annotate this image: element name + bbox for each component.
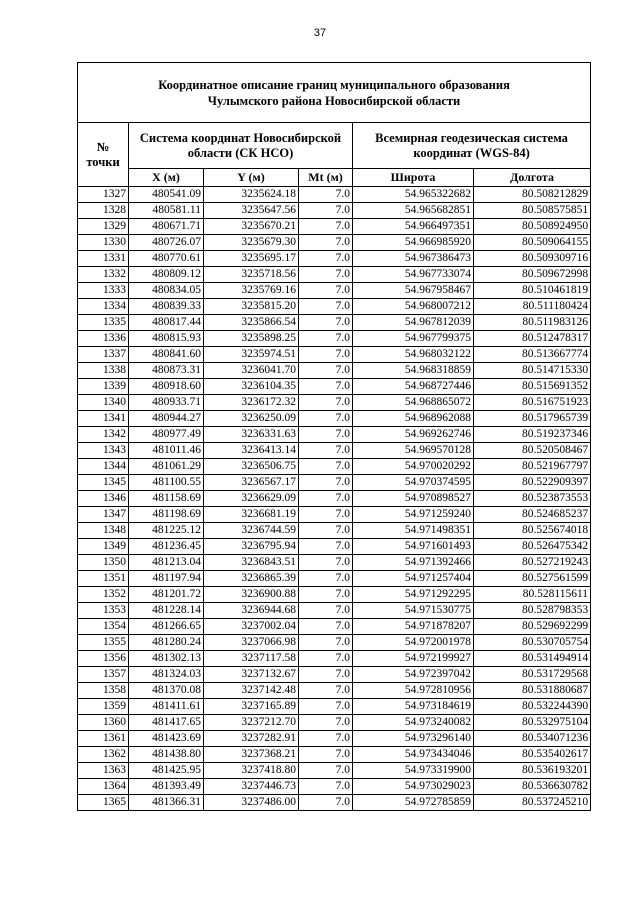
table-row [78,235,591,251]
mt-cell: 7.0 [299,219,353,235]
latitude-cell: 54.973240082 [353,715,474,731]
table-row [78,683,591,699]
mt-cell: 7.0 [299,683,353,699]
point-number-cell: 1353 [78,603,129,619]
latitude-cell: 54.966497351 [353,219,474,235]
longitude-cell: 80.531494914 [474,651,591,667]
mt-cell: 7.0 [299,379,353,395]
latitude-cell: 54.967958467 [353,283,474,299]
point-number-cell: 1329 [78,219,129,235]
table-row [78,315,591,331]
mt-cell: 7.0 [299,267,353,283]
longitude-cell: 80.515691352 [474,379,591,395]
point-number-cell: 1351 [78,571,129,587]
y-cell: 3235718.56 [204,267,299,283]
y-cell: 3236681.19 [204,507,299,523]
mt-cell: 7.0 [299,331,353,347]
mt-cell: 7.0 [299,187,353,203]
x-cell: 481225.12 [129,523,204,539]
table-row [78,283,591,299]
latitude-cell: 54.965322682 [353,187,474,203]
longitude-cell: 80.525674018 [474,523,591,539]
point-number-cell: 1341 [78,411,129,427]
table-row [78,219,591,235]
longitude-cell: 80.537245210 [474,795,591,811]
point-number-cell: 1346 [78,491,129,507]
latitude-cell: 54.969570128 [353,443,474,459]
longitude-cell: 80.520508467 [474,443,591,459]
table-row [78,731,591,747]
y-cell: 3236944.68 [204,603,299,619]
table-row [78,763,591,779]
y-cell: 3236629.09 [204,491,299,507]
longitude-cell: 80.528798353 [474,603,591,619]
y-cell: 3235679.30 [204,235,299,251]
mt-cell: 7.0 [299,635,353,651]
table-row [78,571,591,587]
y-cell: 3237446.73 [204,779,299,795]
y-cell: 3235647.56 [204,203,299,219]
table-row [78,619,591,635]
latitude-cell: 54.970020292 [353,459,474,475]
y-cell: 3236331.63 [204,427,299,443]
point-number-cell: 1359 [78,699,129,715]
longitude-cell: 80.522909397 [474,475,591,491]
point-number-cell: 1361 [78,731,129,747]
longitude-cell: 80.532244390 [474,699,591,715]
y-cell: 3237132.67 [204,667,299,683]
y-cell: 3236843.51 [204,555,299,571]
latitude-cell: 54.968962088 [353,411,474,427]
x-cell: 480581.11 [129,203,204,219]
mt-cell: 7.0 [299,571,353,587]
longitude-cell: 80.536630782 [474,779,591,795]
x-cell: 480839.33 [129,299,204,315]
latitude-cell: 54.972810956 [353,683,474,699]
x-cell: 481228.14 [129,603,204,619]
table-row [78,251,591,267]
table-row [78,747,591,763]
longitude-cell: 80.523873553 [474,491,591,507]
header-longitude: Долгота [474,169,591,187]
point-number-cell: 1348 [78,523,129,539]
y-cell: 3236104.35 [204,379,299,395]
point-number-cell: 1357 [78,667,129,683]
x-cell: 481438.80 [129,747,204,763]
longitude-cell: 80.535402617 [474,747,591,763]
x-cell: 481201.72 [129,587,204,603]
y-cell: 3236250.09 [204,411,299,427]
x-cell: 480817.44 [129,315,204,331]
page-number: 37 [313,27,327,39]
point-number-cell: 1358 [78,683,129,699]
point-number-cell: 1332 [78,267,129,283]
latitude-cell: 54.970898527 [353,491,474,507]
point-number-cell: 1352 [78,587,129,603]
longitude-cell: 80.509309716 [474,251,591,267]
point-number-cell: 1349 [78,539,129,555]
y-cell: 3235866.54 [204,315,299,331]
table-row [78,347,591,363]
header-latitude: Широта [353,169,474,187]
longitude-cell: 80.514715330 [474,363,591,379]
longitude-cell: 80.530705754 [474,635,591,651]
x-cell: 481236.45 [129,539,204,555]
mt-cell: 7.0 [299,715,353,731]
y-cell: 3236567.17 [204,475,299,491]
longitude-cell: 80.509064155 [474,235,591,251]
mt-cell: 7.0 [299,587,353,603]
mt-cell: 7.0 [299,763,353,779]
y-cell: 3237212.70 [204,715,299,731]
mt-cell: 7.0 [299,235,353,251]
table-row [78,379,591,395]
mt-cell: 7.0 [299,347,353,363]
longitude-cell: 80.511983126 [474,315,591,331]
y-cell: 3235898.25 [204,331,299,347]
point-number-cell: 1345 [78,475,129,491]
mt-cell: 7.0 [299,731,353,747]
y-cell: 3235624.18 [204,187,299,203]
x-cell: 481411.61 [129,699,204,715]
latitude-cell: 54.971259240 [353,507,474,523]
latitude-cell: 54.967812039 [353,315,474,331]
mt-cell: 7.0 [299,363,353,379]
latitude-cell: 54.971530775 [353,603,474,619]
point-number-cell: 1356 [78,651,129,667]
longitude-cell: 80.508924950 [474,219,591,235]
latitude-cell: 54.972397042 [353,667,474,683]
x-cell: 481417.65 [129,715,204,731]
mt-cell: 7.0 [299,667,353,683]
latitude-cell: 54.967733074 [353,267,474,283]
longitude-cell: 80.536193201 [474,763,591,779]
y-cell: 3236172.32 [204,395,299,411]
y-cell: 3237165.89 [204,699,299,715]
table-row [78,523,591,539]
header-wgs-system: Всемирная геодезическая система координат (WGS-84) [353,123,591,169]
header-point-number [78,123,129,187]
mt-cell: 7.0 [299,619,353,635]
mt-cell: 7.0 [299,299,353,315]
longitude-cell: 80.508575851 [474,203,591,219]
longitude-cell: 80.516751923 [474,395,591,411]
table-title [78,63,591,123]
mt-cell: 7.0 [299,491,353,507]
y-cell: 3235695.17 [204,251,299,267]
x-cell: 480770.61 [129,251,204,267]
y-cell: 3237418.80 [204,763,299,779]
table-row [78,363,591,379]
point-number-cell: 1340 [78,395,129,411]
point-number-cell: 1347 [78,507,129,523]
point-number-cell: 1360 [78,715,129,731]
y-cell: 3237486.00 [204,795,299,811]
point-number-cell: 1336 [78,331,129,347]
x-cell: 481158.69 [129,491,204,507]
table-row [78,587,591,603]
y-cell: 3236413.14 [204,443,299,459]
header-local-system: Система координат Новосибирской области (СК НСО) [129,123,353,169]
longitude-cell: 80.527219243 [474,555,591,571]
table-row [78,459,591,475]
x-cell: 481280.24 [129,635,204,651]
mt-cell: 7.0 [299,507,353,523]
mt-cell: 7.0 [299,203,353,219]
table-row [78,267,591,283]
y-cell: 3236744.59 [204,523,299,539]
table-body [78,187,591,811]
x-cell: 480671.71 [129,219,204,235]
y-cell: 3236041.70 [204,363,299,379]
latitude-cell: 54.971392466 [353,555,474,571]
y-cell: 3237002.04 [204,619,299,635]
longitude-cell: 80.531729568 [474,667,591,683]
mt-cell: 7.0 [299,795,353,811]
latitude-cell: 54.971601493 [353,539,474,555]
x-cell: 481100.55 [129,475,204,491]
latitude-cell: 54.971498351 [353,523,474,539]
table-row [78,395,591,411]
header-point-word: точки [86,154,120,169]
x-cell: 481393.49 [129,779,204,795]
table-row [78,331,591,347]
latitude-cell: 54.967799375 [353,331,474,347]
x-cell: 480541.09 [129,187,204,203]
latitude-cell: 54.973029023 [353,779,474,795]
y-cell: 3235769.16 [204,283,299,299]
table-row [78,635,591,651]
latitude-cell: 54.970374595 [353,475,474,491]
table-row [78,475,591,491]
table-row [78,507,591,523]
latitude-cell: 54.966985920 [353,235,474,251]
x-cell: 481198.69 [129,507,204,523]
longitude-cell: 80.524685237 [474,507,591,523]
latitude-cell: 54.971878207 [353,619,474,635]
table-row [78,491,591,507]
x-cell: 480809.12 [129,267,204,283]
latitude-cell: 54.973184619 [353,699,474,715]
y-cell: 3235670.21 [204,219,299,235]
mt-cell: 7.0 [299,395,353,411]
longitude-cell: 80.528115611 [474,587,591,603]
table-row [78,555,591,571]
x-cell: 480933.71 [129,395,204,411]
point-number-cell: 1363 [78,763,129,779]
mt-cell: 7.0 [299,251,353,267]
mt-cell: 7.0 [299,427,353,443]
longitude-cell: 80.511180424 [474,299,591,315]
x-cell: 481324.03 [129,667,204,683]
longitude-cell: 80.517965739 [474,411,591,427]
mt-cell: 7.0 [299,411,353,427]
latitude-cell: 54.968032122 [353,347,474,363]
x-cell: 481061.29 [129,459,204,475]
title-line-1: Координатное описание границ муниципального образования [158,77,510,92]
x-cell: 480873.31 [129,363,204,379]
x-cell: 481197.94 [129,571,204,587]
latitude-cell: 54.972785859 [353,795,474,811]
point-number-cell: 1339 [78,379,129,395]
latitude-cell: 54.968007212 [353,299,474,315]
x-cell: 480841.60 [129,347,204,363]
latitude-cell: 54.971257404 [353,571,474,587]
latitude-cell: 54.973296140 [353,731,474,747]
latitude-cell: 54.973434046 [353,747,474,763]
point-number-cell: 1338 [78,363,129,379]
longitude-cell: 80.527561599 [474,571,591,587]
longitude-cell: 80.513667774 [474,347,591,363]
mt-cell: 7.0 [299,555,353,571]
point-number-cell: 1354 [78,619,129,635]
y-cell: 3236506.75 [204,459,299,475]
y-cell: 3237066.98 [204,635,299,651]
x-cell: 480944.27 [129,411,204,427]
header-mt: Mt (м) [299,169,353,187]
table-row [78,411,591,427]
table-row [78,427,591,443]
table-row [78,779,591,795]
mt-cell: 7.0 [299,459,353,475]
point-number-cell: 1365 [78,795,129,811]
mt-cell: 7.0 [299,475,353,491]
x-cell: 481423.69 [129,731,204,747]
longitude-cell: 80.529692299 [474,619,591,635]
x-cell: 480834.05 [129,283,204,299]
mt-cell: 7.0 [299,283,353,299]
longitude-cell: 80.532975104 [474,715,591,731]
point-number-cell: 1364 [78,779,129,795]
longitude-cell: 80.534071236 [474,731,591,747]
point-number-cell: 1342 [78,427,129,443]
y-cell: 3235815.20 [204,299,299,315]
title-line-2: Чулымского района Новосибирской области [207,93,461,108]
latitude-cell: 54.965682851 [353,203,474,219]
x-cell: 481266.65 [129,619,204,635]
table-row [78,203,591,219]
coordinates-table [77,62,591,811]
mt-cell: 7.0 [299,747,353,763]
mt-cell: 7.0 [299,651,353,667]
table-row [78,795,591,811]
x-cell: 481366.31 [129,795,204,811]
table-row [78,539,591,555]
longitude-cell: 80.509672998 [474,267,591,283]
y-cell: 3236865.39 [204,571,299,587]
header-y: Y (м) [204,169,299,187]
table-row [78,443,591,459]
longitude-cell: 80.531880687 [474,683,591,699]
point-number-cell: 1350 [78,555,129,571]
longitude-cell: 80.512478317 [474,331,591,347]
point-number-cell: 1344 [78,459,129,475]
point-number-cell: 1343 [78,443,129,459]
point-number-cell: 1337 [78,347,129,363]
latitude-cell: 54.973319900 [353,763,474,779]
y-cell: 3237368.21 [204,747,299,763]
point-number-cell: 1362 [78,747,129,763]
x-cell: 481302.13 [129,651,204,667]
point-number-cell: 1334 [78,299,129,315]
latitude-cell: 54.968865072 [353,395,474,411]
mt-cell: 7.0 [299,523,353,539]
y-cell: 3237117.58 [204,651,299,667]
latitude-cell: 54.969262746 [353,427,474,443]
point-number-cell: 1327 [78,187,129,203]
y-cell: 3236795.94 [204,539,299,555]
latitude-cell: 54.972001978 [353,635,474,651]
point-number-cell: 1333 [78,283,129,299]
y-cell: 3237282.91 [204,731,299,747]
table-row [78,651,591,667]
x-cell: 481370.08 [129,683,204,699]
mt-cell: 7.0 [299,699,353,715]
longitude-cell: 80.521967797 [474,459,591,475]
x-cell: 480918.60 [129,379,204,395]
longitude-cell: 80.510461819 [474,283,591,299]
point-number-cell: 1331 [78,251,129,267]
point-number-cell: 1355 [78,635,129,651]
point-number-cell: 1330 [78,235,129,251]
y-cell: 3235974.51 [204,347,299,363]
mt-cell: 7.0 [299,539,353,555]
latitude-cell: 54.968318859 [353,363,474,379]
x-cell: 480726.07 [129,235,204,251]
latitude-cell: 54.967386473 [353,251,474,267]
x-cell: 480815.93 [129,331,204,347]
table-row [78,187,591,203]
x-cell: 481213.04 [129,555,204,571]
mt-cell: 7.0 [299,443,353,459]
point-number-cell: 1328 [78,203,129,219]
table-row [78,603,591,619]
table-row [78,667,591,683]
x-cell: 481425.95 [129,763,204,779]
latitude-cell: 54.968727446 [353,379,474,395]
x-cell: 481011.46 [129,443,204,459]
longitude-cell: 80.519237346 [474,427,591,443]
longitude-cell: 80.526475342 [474,539,591,555]
table-row [78,299,591,315]
y-cell: 3236900.88 [204,587,299,603]
table-row [78,699,591,715]
header-point-symbol: № [96,139,110,154]
mt-cell: 7.0 [299,315,353,331]
table-row [78,715,591,731]
longitude-cell: 80.508212829 [474,187,591,203]
y-cell: 3237142.48 [204,683,299,699]
mt-cell: 7.0 [299,779,353,795]
latitude-cell: 54.972199927 [353,651,474,667]
mt-cell: 7.0 [299,603,353,619]
point-number-cell: 1335 [78,315,129,331]
x-cell: 480977.49 [129,427,204,443]
latitude-cell: 54.971292295 [353,587,474,603]
header-x: X (м) [129,169,204,187]
